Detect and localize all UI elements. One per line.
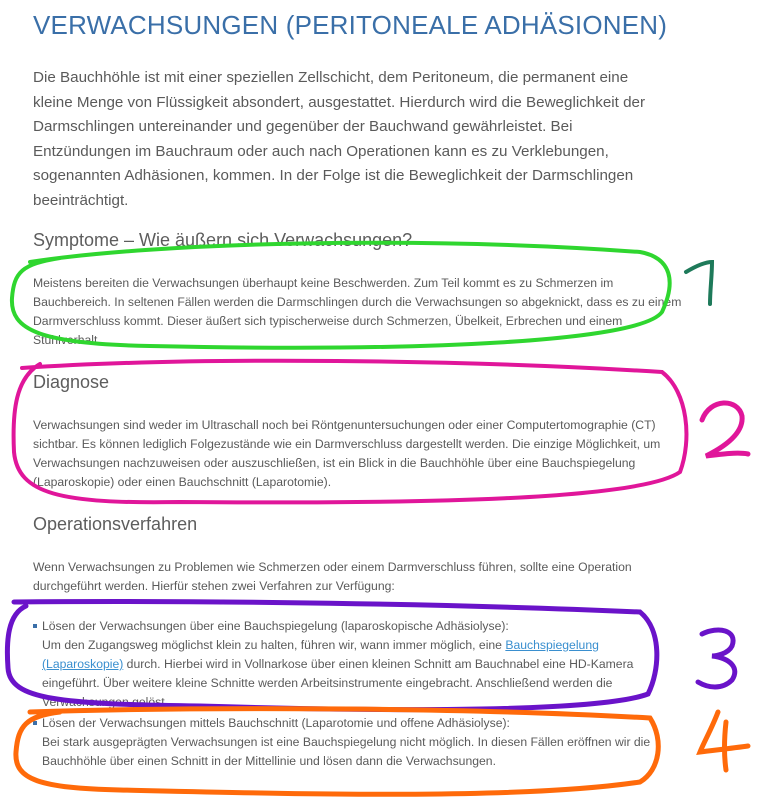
procedure-list — [33, 617, 683, 771]
symptoms-text: Meistens bereiten die Verwachsungen überhaupt keine Beschwerden. Zum Teil kommt es zu Schmerzen im Bauchbereich. In seltenen Fällen werden die Darmschlingen durch die Verwachsungen so abgeknickt, dass es zu einem Darmverschluss kommt. Dieser äußert sich typischerweise durch Schmerzen, Übelkeit, Erbrechen und einem Stuhlverhalt. — [33, 276, 682, 347]
procedure-1-text-start: Um den Zugangsweg möglichst klein zu halten, führen wir, wann immer möglich, eine — [42, 638, 506, 652]
page-title: VERWACHSUNGEN (PERITONEALE ADHÄSIONEN) — [33, 10, 668, 40]
symptoms-heading: Symptome – Wie äußern sich Verwachsungen? — [33, 230, 413, 250]
bullet-icon — [33, 624, 37, 628]
procedure-2-text: Bei stark ausgeprägten Verwachsungen ist eine Bauchspiegelung nicht möglich. In diesen Fällen eröffnen wir die Bauchhöhle über einen Schnitt in der Mittellinie und lösen dann die Verwachsungen. — [42, 735, 651, 768]
diagnosis-text: Verwachsungen sind weder im Ultraschall noch bei Röntgenuntersuchungen oder einer Computertomographie (CT) sichtbar. Es können lediglich Folgezustände wie ein Darmverschluss dargestellt werden. Die einzige Möglichkeit, um Verwachsungen nachzuweisen oder auszuschließen, ist ein Blick in die Bauchhöhle über eine Bauchspiegelung (Laparoskopie) oder einen Bauchschnitt (Laparotomie). — [33, 418, 661, 489]
diagnosis-heading: Diagnose — [33, 372, 110, 392]
list-item — [33, 714, 683, 771]
procedure-1-text-end: durch. Hierbei wird in Vollnarkose über einen kleinen Schnitt am Bauchnabel eine HD-Kamera eingeführt. Über weitere kleine Schnitte werden Arbeitsinstrumente eingebracht. Anschließend werden die Verwachsungen gelöst. — [42, 657, 634, 709]
intro-paragraph: Die Bauchhöhle ist mit einer speziellen Zellschicht, dem Peritoneum, die permanent eine kleine Menge von Flüssigkeit absondert, ausgestattet. Hierdurch wird die Beweglichkeit der Darmschlingen untereinander und gegenüber der Bauchwand gewährleistet. Bei Entzündungen im Bauchraum oder auch nach Operationen kann es zu Verklebungen, sogenannten Adhäsionen, kommen. In der Folge ist die Beweglichkeit der Darmschlingen beeinträchtigt. — [33, 69, 646, 209]
operations-heading: Operationsverfahren — [33, 514, 198, 534]
list-item — [33, 617, 683, 712]
laparoscopy-link[interactable]: Bauchspiegelung (Laparoskopie) — [42, 638, 599, 671]
procedure-1-title: Lösen der Verwachsungen über eine Bauchspiegelung (laparoskopische Adhäsiolyse): — [42, 619, 509, 633]
bullet-icon — [33, 721, 37, 725]
procedure-2-title: Lösen der Verwachsungen mittels Bauchschnitt (Laparotomie und offene Adhäsiolyse): — [42, 716, 510, 730]
operations-text: Wenn Verwachsungen zu Problemen wie Schmerzen oder einem Darmverschluss führen, sollte eine Operation durchgeführt werden. Hierfür stehen zwei Verfahren zur Verfügung: — [33, 560, 632, 593]
